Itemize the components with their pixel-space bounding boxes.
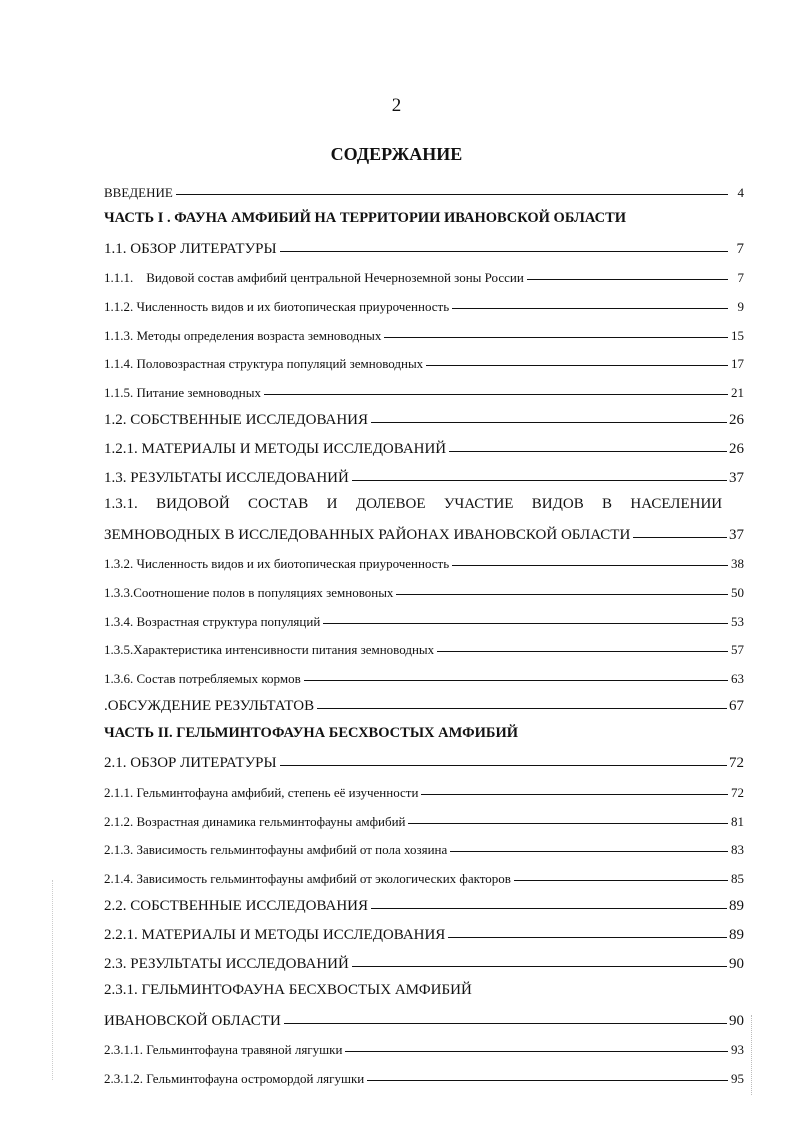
toc-entry bbox=[104, 401, 744, 430]
document-title: СОДЕРЖАНИЕ bbox=[330, 144, 463, 164]
toc-entry-page: 57 bbox=[731, 642, 744, 658]
leader-line bbox=[514, 880, 728, 881]
toc-entry-text: 2.3. РЕЗУЛЬТАТЫ ИССЛЕДОВАНИЙ bbox=[104, 955, 349, 972]
toc-entry bbox=[104, 830, 744, 859]
toc-entry bbox=[104, 229, 744, 258]
toc-entry bbox=[104, 630, 744, 659]
toc-entry-page: 37 bbox=[729, 469, 744, 486]
toc-entry-page: 90 bbox=[729, 955, 744, 972]
leader-line bbox=[384, 337, 728, 338]
leader-line bbox=[452, 308, 728, 309]
toc-entry-text: 1.3.3.Соотношение полов в популяциях земновоных bbox=[104, 584, 394, 600]
leader-line bbox=[280, 765, 727, 766]
toc-entry-page: 26 bbox=[729, 412, 744, 429]
toc-entry bbox=[104, 687, 744, 716]
toc-entry-text: 1.3. РЕЗУЛЬТАТЫ ИССЛЕДОВАНИЙ bbox=[104, 469, 349, 486]
toc-entry-text: 1.3.1. ВИДОВОЙ СОСТАВ И ДОЛЕВОЕ УЧАСТИЕ ВИДОВ В НАСЕЛЕНИИ bbox=[104, 496, 723, 513]
leader-line bbox=[437, 651, 728, 652]
toc-entry bbox=[104, 858, 744, 887]
toc-entry bbox=[104, 1058, 744, 1087]
toc-entry-text: 1.1.5. Питание земноводных bbox=[104, 384, 261, 400]
toc-entry bbox=[104, 1030, 744, 1059]
leader-line bbox=[280, 251, 728, 252]
leader-line bbox=[317, 708, 727, 709]
leader-line bbox=[450, 851, 728, 852]
page-number: 2 bbox=[391, 95, 402, 116]
toc-entry bbox=[104, 458, 744, 487]
leader-line bbox=[371, 908, 727, 909]
toc-entry-text: 2.1. ОБЗОР ЛИТЕРАТУРЫ bbox=[104, 755, 277, 772]
toc-entry-text: 1.3.6. Состав потребляемых кормов bbox=[104, 670, 301, 686]
toc-entry-page: 85 bbox=[731, 870, 744, 886]
toc-entry-text: ВВЕДЕНИЕ bbox=[104, 184, 173, 200]
toc-entry-page: 67 bbox=[729, 698, 744, 715]
leader-line bbox=[176, 194, 728, 195]
leader-line bbox=[449, 451, 727, 452]
toc-entry-page: 38 bbox=[731, 556, 744, 572]
toc-entry-page: 15 bbox=[731, 327, 744, 343]
toc-entry-text: 1.1.4. Половозрастная структура популяций земноводных bbox=[104, 356, 424, 372]
toc-entry-text: 2.3.1.1. Гельминтофауна травяной лягушки bbox=[104, 1042, 343, 1058]
toc-entry-text: ЧАСТЬ II. ГЕЛЬМИНТОФАУНА БЕСХВОСТЫХ АМФИБИЙ bbox=[104, 724, 519, 741]
toc-entry bbox=[104, 315, 744, 344]
leader-line bbox=[421, 794, 728, 795]
toc-entry-page: 89 bbox=[729, 927, 744, 944]
toc-entry bbox=[104, 944, 744, 973]
leader-line bbox=[264, 394, 728, 395]
toc-entry-page: 7 bbox=[737, 270, 744, 286]
toc-entry-page: 83 bbox=[731, 842, 744, 858]
toc-entry-text: ИВАНОВСКОЙ ОБЛАСТИ bbox=[104, 1012, 281, 1029]
toc-entry-text: 1.3.2. Численность видов и их биотопическая приуроченность bbox=[104, 556, 450, 572]
toc-entry-text: 1.1.1. Видовой состав амфибий центральной Нечерноземной зоны России bbox=[104, 270, 524, 286]
toc-entry-text: 2.1.4. Зависимость гельминтофауны амфибий от экологических факторов bbox=[104, 870, 511, 886]
toc-entry-text: 2.1.1. Гельминтофауна амфибий, степень её изученности bbox=[104, 785, 419, 801]
toc-entry-page: 81 bbox=[731, 813, 744, 829]
toc-entry-page: 21 bbox=[731, 384, 744, 400]
toc-entry bbox=[104, 915, 744, 944]
leader-line bbox=[527, 279, 728, 280]
toc-entry bbox=[104, 344, 744, 373]
leader-line bbox=[448, 937, 727, 938]
toc-entry-text: 2.3.1.2. Гельминтофауна остромордой лягушки bbox=[104, 1071, 365, 1086]
toc-entry-page: 72 bbox=[731, 785, 744, 801]
leader-line bbox=[426, 365, 728, 366]
toc-entry-page: 63 bbox=[731, 670, 744, 686]
table-of-contents bbox=[104, 172, 744, 1087]
toc-entry bbox=[104, 772, 744, 801]
leader-line bbox=[323, 623, 728, 624]
leader-line bbox=[633, 537, 727, 538]
toc-entry-text: 1.2.1. МАТЕРИАЛЫ И МЕТОДЫ ИССЛЕДОВАНИЙ bbox=[104, 440, 447, 457]
scan-edge-mark bbox=[52, 880, 54, 1080]
toc-entry-text: 2.1.3. Зависимость гельминтофауны амфибий от пола хозяина bbox=[104, 842, 448, 858]
leader-line bbox=[345, 1051, 728, 1052]
leader-line bbox=[367, 1080, 728, 1081]
toc-entry bbox=[104, 429, 744, 458]
toc-entry-text: ЗЕМНОВОДНЫХ В ИССЛЕДОВАННЫХ РАЙОНАХ ИВАНОВСКОЙ ОБЛАСТИ bbox=[104, 526, 631, 543]
toc-entry-text: 2.1.2. Возрастная динамика гельминтофауны амфибий bbox=[104, 813, 406, 829]
toc-entry bbox=[104, 286, 744, 315]
toc-entry-page: 4 bbox=[737, 184, 744, 200]
toc-part-2-heading bbox=[104, 715, 744, 744]
toc-entry-wrapped-first-line bbox=[104, 973, 744, 1002]
toc-entry-page: 89 bbox=[729, 898, 744, 915]
leader-line bbox=[408, 823, 728, 824]
toc-entry-text: 1.3.4. Возрастная структура популяций bbox=[104, 613, 321, 629]
leader-line bbox=[452, 565, 728, 566]
toc-entry bbox=[104, 572, 744, 601]
toc-entry bbox=[104, 372, 744, 401]
scan-edge-mark bbox=[751, 1015, 753, 1095]
toc-entry-page: 53 bbox=[731, 613, 744, 629]
toc-entry-page: 50 bbox=[731, 584, 744, 600]
toc-entry bbox=[104, 258, 744, 287]
toc-entry bbox=[104, 1001, 744, 1030]
leader-line bbox=[352, 966, 727, 967]
toc-entry-page: 17 bbox=[731, 356, 744, 372]
leader-line bbox=[284, 1023, 727, 1024]
leader-line bbox=[304, 680, 728, 681]
toc-entry-page: 9 bbox=[737, 298, 744, 314]
toc-entry bbox=[104, 544, 744, 573]
leader-line bbox=[352, 480, 727, 481]
toc-entry bbox=[104, 601, 744, 630]
toc-part-1-heading bbox=[104, 201, 744, 230]
toc-entry-text: 1.2. СОБСТВЕННЫЕ ИССЛЕДОВАНИЯ bbox=[104, 412, 369, 429]
toc-entry-text: 2.3.1. ГЕЛЬМИНТОФАУНА БЕСХВОСТЫХ АМФИБИЙ bbox=[104, 982, 472, 999]
toc-entry-wrapped-first-line bbox=[104, 487, 744, 516]
toc-entry bbox=[104, 744, 744, 773]
toc-entry-page: 95 bbox=[731, 1071, 744, 1086]
toc-entry-page: 93 bbox=[731, 1042, 744, 1058]
toc-entry-page: 90 bbox=[729, 1012, 744, 1029]
toc-entry-text: 1.1. ОБЗОР ЛИТЕРАТУРЫ bbox=[104, 240, 277, 257]
toc-entry-page: 72 bbox=[729, 755, 744, 772]
toc-entry bbox=[104, 658, 744, 687]
toc-entry-text: .ОБСУЖДЕНИЕ РЕЗУЛЬТАТОВ bbox=[104, 698, 315, 715]
toc-entry-introduction bbox=[104, 172, 744, 201]
toc-entry bbox=[104, 515, 744, 544]
leader-line bbox=[371, 422, 727, 423]
toc-entry-text: 2.2. СОБСТВЕННЫЕ ИССЛЕДОВАНИЯ bbox=[104, 898, 369, 915]
leader-line bbox=[396, 594, 728, 595]
toc-entry-text: 2.2.1. МАТЕРИАЛЫ И МЕТОДЫ ИССЛЕДОВАНИЯ bbox=[104, 927, 446, 944]
toc-entry bbox=[104, 887, 744, 916]
toc-entry-text: 1.3.5.Характеристика интенсивности питания земноводных bbox=[104, 642, 435, 658]
toc-entry-page: 7 bbox=[736, 240, 744, 257]
toc-entry-text: 1.1.2. Численность видов и их биотопическая приуроченность bbox=[104, 298, 450, 314]
toc-entry-text: 1.1.3. Методы определения возраста земноводных bbox=[104, 327, 382, 343]
toc-entry-page: 37 bbox=[729, 526, 744, 543]
toc-entry-text: ЧАСТЬ I . ФАУНА АМФИБИЙ НА ТЕРРИТОРИИ ИВАНОВСКОЙ ОБЛАСТИ bbox=[104, 210, 627, 227]
toc-entry-page: 26 bbox=[729, 440, 744, 457]
toc-entry bbox=[104, 801, 744, 830]
